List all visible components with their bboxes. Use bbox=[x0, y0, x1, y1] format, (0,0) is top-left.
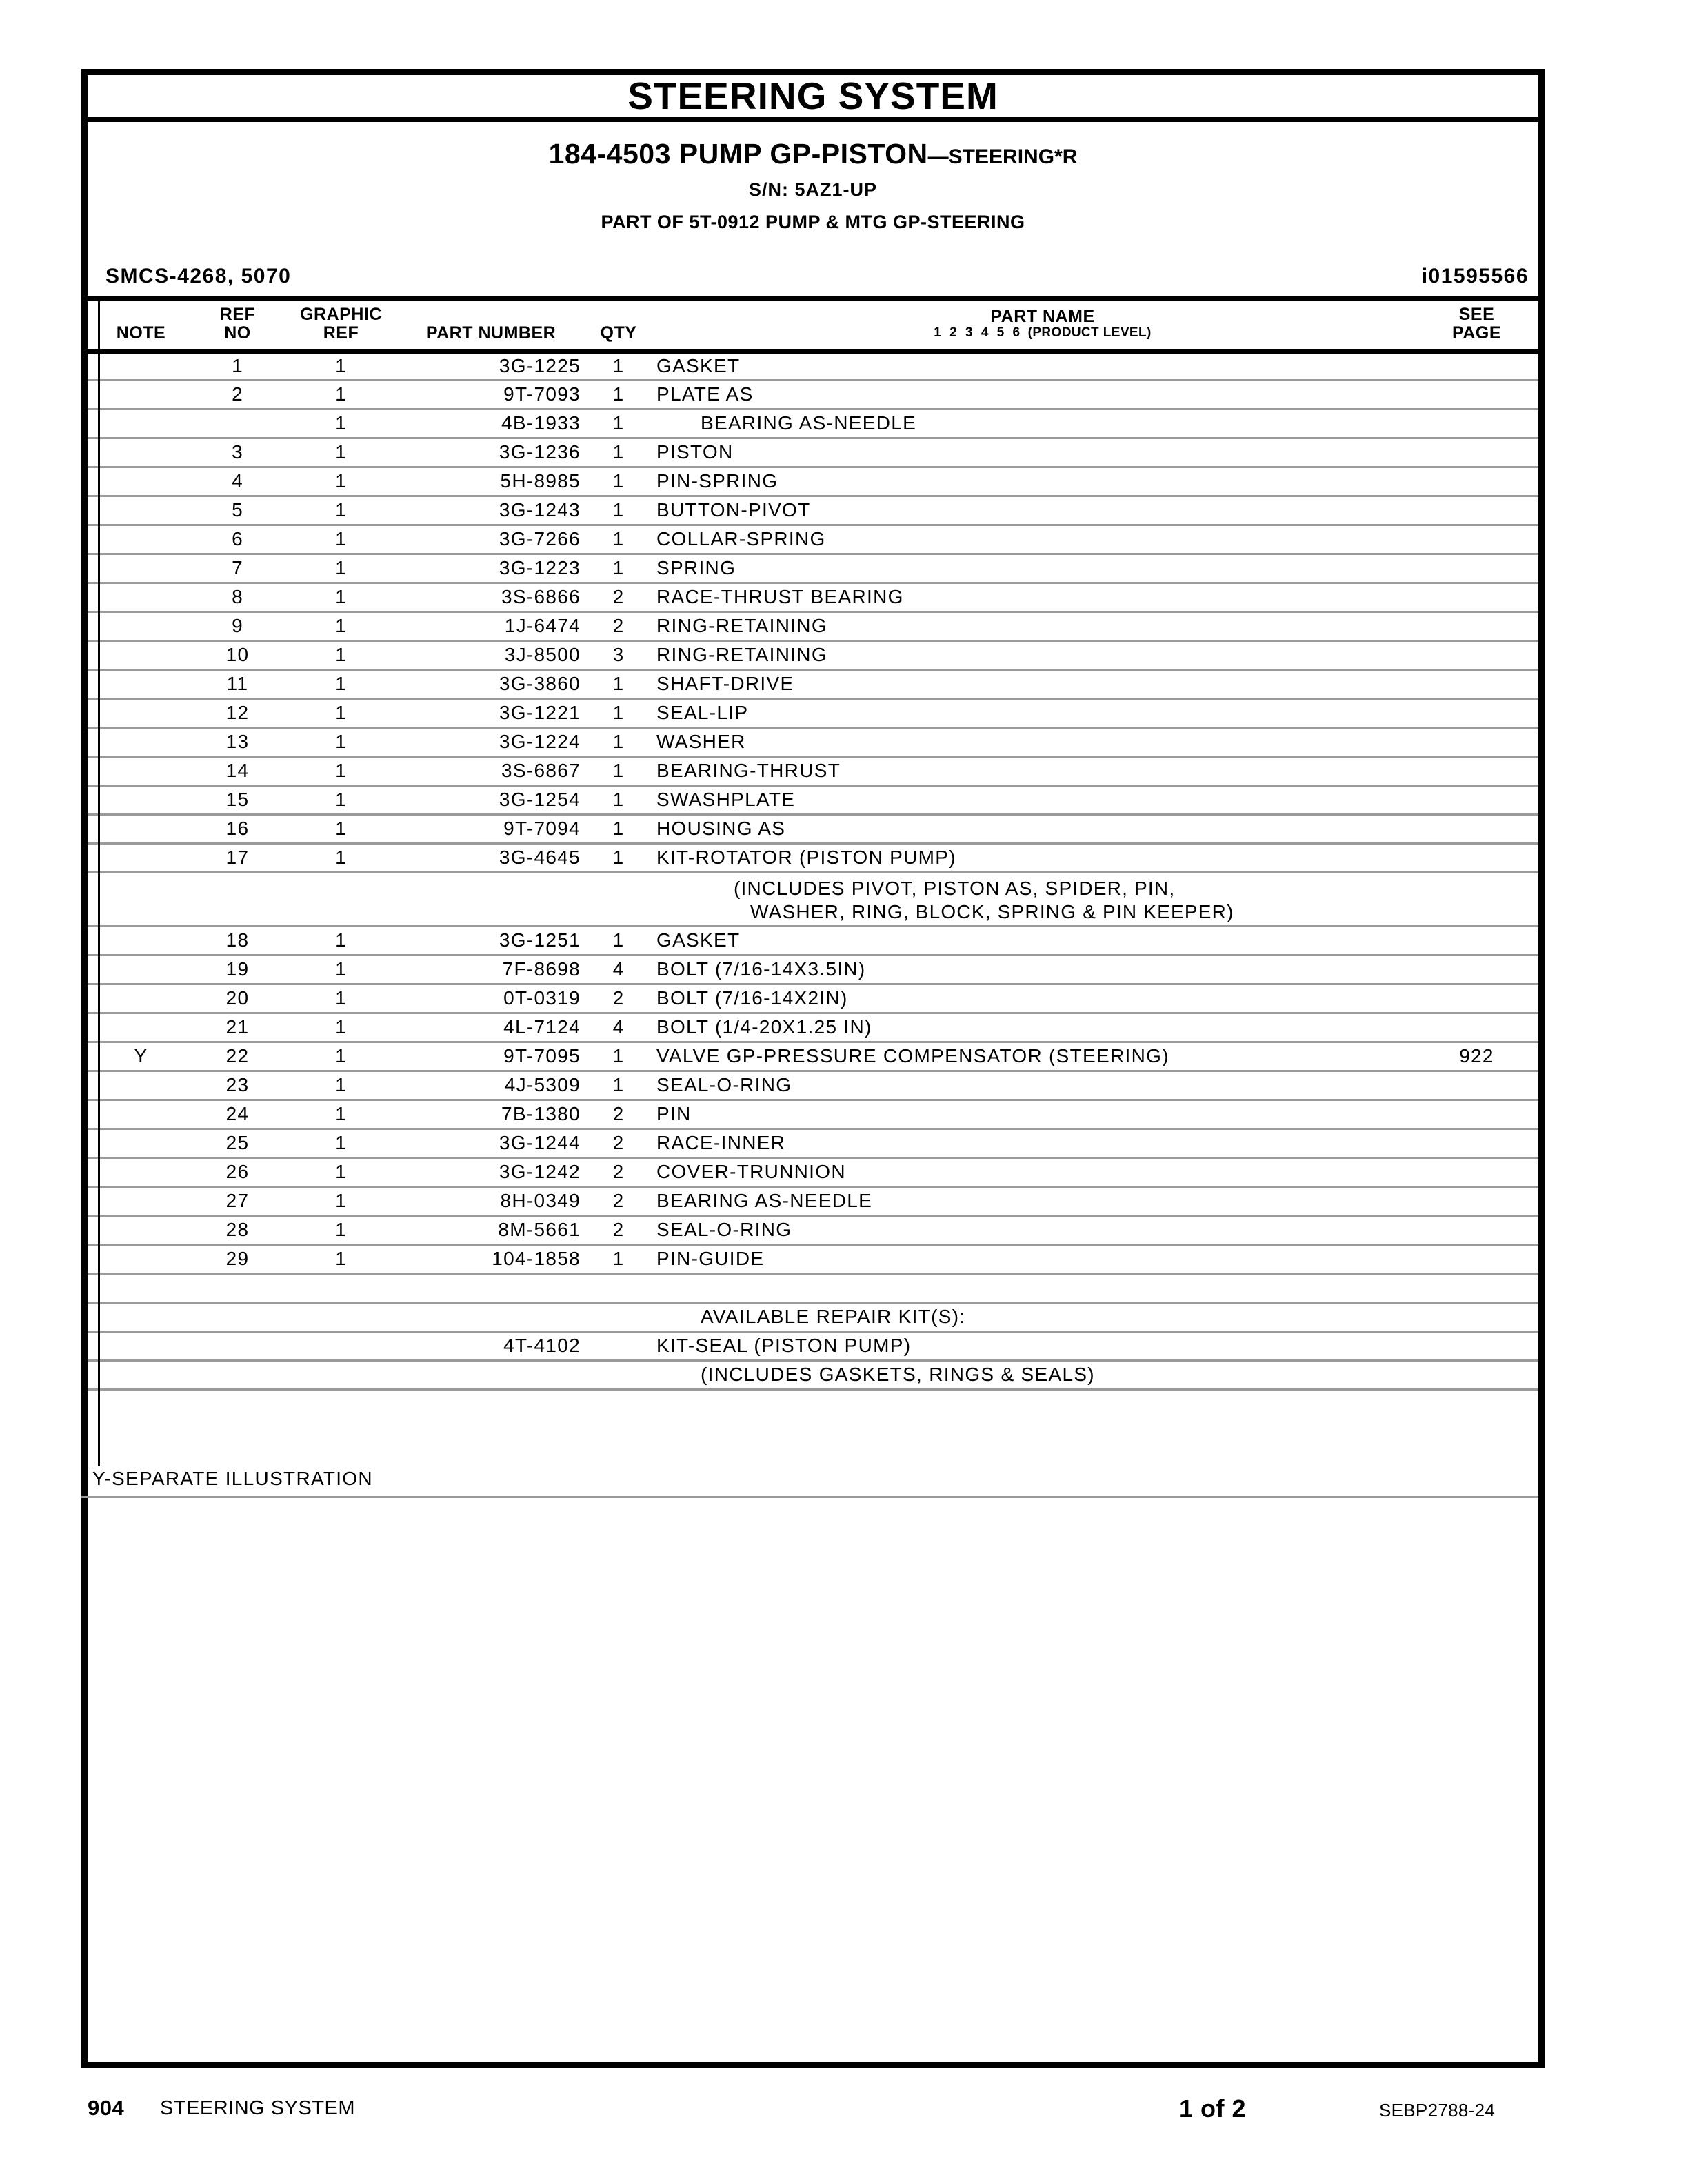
kit-includes-note-row bbox=[88, 872, 1538, 926]
footnote-row bbox=[81, 1466, 1538, 1498]
cell-graphic-ref: 1 bbox=[281, 611, 401, 640]
cell-part-name: SHAFT-DRIVE bbox=[656, 669, 1415, 698]
table-row bbox=[88, 351, 1538, 380]
cell-note bbox=[88, 926, 194, 955]
cell-part-name: WASHER bbox=[656, 727, 1415, 756]
cell-ref-no: 10 bbox=[194, 640, 281, 669]
cell-see-page bbox=[1415, 984, 1538, 1013]
table-row bbox=[88, 496, 1538, 525]
cell-qty: 1 bbox=[581, 1244, 656, 1273]
table-row bbox=[88, 1129, 1538, 1157]
cell-part-number[interactable]: 8H-0349 bbox=[401, 1186, 581, 1215]
cell-note bbox=[88, 1071, 194, 1100]
cell-note bbox=[88, 955, 194, 984]
cell-part-name: BEARING-THRUST bbox=[656, 756, 1415, 785]
table-row bbox=[88, 843, 1538, 872]
col-header-ref-bot: NO bbox=[224, 323, 251, 343]
cell-qty: 1 bbox=[581, 496, 656, 525]
col-header-ref-no bbox=[194, 301, 281, 351]
cell-see-page bbox=[1415, 380, 1538, 409]
cell-graphic-ref: 1 bbox=[281, 496, 401, 525]
cell-ref-no: 5 bbox=[194, 496, 281, 525]
cell-see-page bbox=[1415, 1129, 1538, 1157]
table-row bbox=[88, 1071, 1538, 1100]
cell-see-page bbox=[1415, 640, 1538, 669]
cell-see-page bbox=[1415, 1186, 1538, 1215]
cell-see-page bbox=[1415, 611, 1538, 640]
cell-see-page bbox=[1415, 955, 1538, 984]
cell-note bbox=[88, 1100, 194, 1129]
cell-see-page: 922 bbox=[1415, 1042, 1538, 1071]
cell-see-page bbox=[1415, 926, 1538, 955]
cell-note: Y bbox=[88, 1042, 194, 1071]
cell-note bbox=[88, 438, 194, 467]
col-header-part-name-label: PART NAME bbox=[990, 307, 1095, 327]
cell-part-number[interactable]: 3G-1243 bbox=[401, 496, 581, 525]
part-of-line: PART OF 5T-0912 PUMP & MTG GP-STEERING bbox=[601, 212, 1025, 232]
table-row bbox=[88, 727, 1538, 756]
kit-includes-note-group bbox=[88, 872, 1538, 926]
cell-qty: 1 bbox=[581, 554, 656, 583]
cell-graphic-ref: 1 bbox=[281, 583, 401, 611]
cell-see-page bbox=[1415, 438, 1538, 467]
cell-ref-no: 22 bbox=[194, 1042, 281, 1071]
cell-ref-no: 23 bbox=[194, 1071, 281, 1100]
cell-see-page bbox=[1415, 409, 1538, 438]
cell-see-page bbox=[1415, 785, 1538, 814]
meta-row bbox=[88, 260, 1538, 301]
cell-note bbox=[88, 698, 194, 727]
cell-qty: 1 bbox=[581, 409, 656, 438]
table-row bbox=[88, 640, 1538, 669]
cell-part-number[interactable]: 3G-3860 bbox=[401, 669, 581, 698]
document-id: i01595566 bbox=[1421, 265, 1529, 287]
cell-part-number[interactable]: 5H-8985 bbox=[401, 467, 581, 496]
cell-see-page bbox=[1415, 727, 1538, 756]
col-header-product-levels: 1 2 3 4 5 6 bbox=[934, 325, 1023, 341]
cell-qty: 1 bbox=[581, 843, 656, 872]
cell-part-number[interactable]: 4B-1933 bbox=[401, 409, 581, 438]
cell-graphic-ref: 1 bbox=[281, 554, 401, 583]
cell-graphic-ref: 1 bbox=[281, 698, 401, 727]
cell-ref-no: 25 bbox=[194, 1129, 281, 1157]
parts-table-zone bbox=[88, 301, 1538, 2062]
cell-qty: 2 bbox=[581, 984, 656, 1013]
cell-ref-no: 14 bbox=[194, 756, 281, 785]
cell-graphic-ref: 1 bbox=[281, 785, 401, 814]
cell-note bbox=[88, 785, 194, 814]
table-row bbox=[88, 955, 1538, 984]
repair-kit-row bbox=[88, 1331, 1538, 1360]
cell-note bbox=[88, 1129, 194, 1157]
cell-ref-no: 16 bbox=[194, 814, 281, 843]
table-row bbox=[88, 669, 1538, 698]
cell-qty: 1 bbox=[581, 525, 656, 554]
cell-see-page bbox=[1415, 467, 1538, 496]
cell-part-number[interactable]: 3G-1236 bbox=[401, 438, 581, 467]
table-row bbox=[88, 785, 1538, 814]
table-row bbox=[88, 1215, 1538, 1244]
cell-qty: 2 bbox=[581, 1100, 656, 1129]
cell-qty: 2 bbox=[581, 1215, 656, 1244]
cell-part-name: SEAL-O-RING bbox=[656, 1071, 1415, 1100]
cell-ref-no: 1 bbox=[194, 351, 281, 380]
col-header-qty bbox=[581, 301, 656, 351]
cell-note bbox=[88, 467, 194, 496]
cell-graphic-ref: 1 bbox=[281, 814, 401, 843]
table-row bbox=[88, 698, 1538, 727]
cell-part-name: SEAL-O-RING bbox=[656, 1215, 1415, 1244]
table-row bbox=[88, 1186, 1538, 1215]
cell-part-number[interactable]: 1J-6474 bbox=[401, 611, 581, 640]
cell-note bbox=[88, 1215, 194, 1244]
col-header-part-name bbox=[656, 301, 1415, 351]
cell-ref-no: 18 bbox=[194, 926, 281, 955]
cell-graphic-ref: 1 bbox=[281, 1100, 401, 1129]
cell-part-name: GASKET bbox=[656, 351, 1415, 380]
cell-part-name: GASKET bbox=[656, 926, 1415, 955]
cell-part-name: RING-RETAINING bbox=[656, 640, 1415, 669]
cell-qty: 1 bbox=[581, 1071, 656, 1100]
col-header-qty-label: QTY bbox=[600, 323, 637, 343]
cell-part-name: KIT-ROTATOR (PISTON PUMP) bbox=[656, 843, 1415, 872]
cell-part-number[interactable]: 9T-7095 bbox=[401, 1042, 581, 1071]
cell-graphic-ref: 1 bbox=[281, 843, 401, 872]
table-row bbox=[88, 926, 1538, 955]
col-header-see-top: SEE bbox=[1458, 305, 1495, 325]
cell-graphic-ref: 1 bbox=[281, 1071, 401, 1100]
cell-ref-no: 26 bbox=[194, 1157, 281, 1186]
cell-part-number[interactable]: 7B-1380 bbox=[401, 1100, 581, 1129]
cell-part-name: RACE-THRUST BEARING bbox=[656, 583, 1415, 611]
cell-part-number[interactable]: 3G-1225 bbox=[401, 351, 581, 380]
cell-note bbox=[88, 756, 194, 785]
cell-note bbox=[88, 525, 194, 554]
cell-graphic-ref: 1 bbox=[281, 640, 401, 669]
cell-part-number[interactable]: 0T-0319 bbox=[401, 984, 581, 1013]
cell-note bbox=[88, 640, 194, 669]
table-row bbox=[88, 1013, 1538, 1042]
cell-see-page bbox=[1415, 1215, 1538, 1244]
parts-rows-group-1 bbox=[88, 351, 1538, 872]
col-header-product-level-label: (PRODUCT LEVEL) bbox=[1027, 325, 1152, 341]
cell-graphic-ref: 1 bbox=[281, 438, 401, 467]
footer-publication: SEBP2788-24 bbox=[1379, 2100, 1496, 2121]
table-row bbox=[88, 467, 1538, 496]
cell-ref-no bbox=[194, 409, 281, 438]
cell-part-name: RACE-INNER bbox=[656, 1129, 1415, 1157]
cell-note bbox=[88, 351, 194, 380]
cell-qty: 1 bbox=[581, 1042, 656, 1071]
table-row bbox=[88, 1042, 1538, 1071]
cell-ref-no: 2 bbox=[194, 380, 281, 409]
cell-see-page bbox=[1415, 1157, 1538, 1186]
cell-part-name: VALVE GP-PRESSURE COMPENSATOR (STEERING) bbox=[656, 1042, 1415, 1071]
cell-note bbox=[88, 669, 194, 698]
table-row bbox=[88, 984, 1538, 1013]
cell-qty: 1 bbox=[581, 380, 656, 409]
cell-ref-no: 28 bbox=[194, 1215, 281, 1244]
cell-qty: 1 bbox=[581, 756, 656, 785]
cell-graphic-ref: 1 bbox=[281, 1157, 401, 1186]
cell-ref-no: 24 bbox=[194, 1100, 281, 1129]
cell-qty: 2 bbox=[581, 1157, 656, 1186]
cell-graphic-ref: 1 bbox=[281, 955, 401, 984]
table-row bbox=[88, 814, 1538, 843]
col-header-part-number-label: PART NUMBER bbox=[425, 323, 556, 343]
col-header-part-number bbox=[401, 301, 581, 351]
cell-graphic-ref: 1 bbox=[281, 380, 401, 409]
cell-part-name: COVER-TRUNNION bbox=[656, 1157, 1415, 1186]
table-row bbox=[88, 554, 1538, 583]
cell-qty: 2 bbox=[581, 583, 656, 611]
repair-kit-includes: (INCLUDES GASKETS, RINGS & SEALS) bbox=[656, 1360, 1415, 1389]
parts-rows-group-2 bbox=[88, 926, 1538, 1273]
cell-see-page bbox=[1415, 756, 1538, 785]
cell-qty: 1 bbox=[581, 438, 656, 467]
cell-ref-no: 12 bbox=[194, 698, 281, 727]
cell-part-number[interactable]: 8M-5661 bbox=[401, 1215, 581, 1244]
cell-note bbox=[88, 727, 194, 756]
cell-qty: 1 bbox=[581, 351, 656, 380]
cell-part-name: HOUSING AS bbox=[656, 814, 1415, 843]
assembly-number: 184-4503 PUMP GP-PISTON bbox=[548, 138, 928, 170]
cell-graphic-ref: 1 bbox=[281, 1215, 401, 1244]
cell-part-number[interactable]: 3G-4645 bbox=[401, 843, 581, 872]
repair-kit-heading-row bbox=[88, 1302, 1538, 1331]
footer-section: STEERING SYSTEM bbox=[160, 2097, 356, 2119]
cell-see-page bbox=[1415, 583, 1538, 611]
table-row bbox=[88, 1157, 1538, 1186]
assembly-title bbox=[88, 140, 1538, 168]
cell-part-name: PIN-GUIDE bbox=[656, 1244, 1415, 1273]
cell-ref-no: 9 bbox=[194, 611, 281, 640]
cell-note bbox=[88, 814, 194, 843]
cell-graphic-ref: 1 bbox=[281, 1013, 401, 1042]
cell-graphic-ref: 1 bbox=[281, 669, 401, 698]
cell-part-name: RING-RETAINING bbox=[656, 611, 1415, 640]
cell-part-name: SPRING bbox=[656, 554, 1415, 583]
col-header-graphic-top: GRAPHIC bbox=[300, 305, 382, 325]
cell-part-number[interactable]: 104-1858 bbox=[401, 1244, 581, 1273]
cell-see-page bbox=[1415, 1100, 1538, 1129]
page-footer bbox=[0, 2096, 1688, 2137]
kit-includes-note-text bbox=[656, 872, 1415, 926]
cell-see-page bbox=[1415, 1071, 1538, 1100]
cell-part-number[interactable]: 9T-7093 bbox=[401, 380, 581, 409]
cell-qty: 4 bbox=[581, 955, 656, 984]
table-row bbox=[88, 438, 1538, 467]
cell-graphic-ref: 1 bbox=[281, 525, 401, 554]
col-header-graphic-ref bbox=[281, 301, 401, 351]
cell-part-name: PLATE AS bbox=[656, 380, 1415, 409]
cell-ref-no: 7 bbox=[194, 554, 281, 583]
cell-see-page bbox=[1415, 525, 1538, 554]
cell-part-name: BEARING AS-NEEDLE bbox=[656, 1186, 1415, 1215]
cell-part-number[interactable]: 3G-7266 bbox=[401, 525, 581, 554]
cell-part-name: COLLAR-SPRING bbox=[656, 525, 1415, 554]
cell-part-name: PISTON bbox=[656, 438, 1415, 467]
cell-qty: 3 bbox=[581, 640, 656, 669]
cell-part-number[interactable]: 3G-1223 bbox=[401, 554, 581, 583]
cell-graphic-ref: 1 bbox=[281, 1186, 401, 1215]
cell-ref-no: 3 bbox=[194, 438, 281, 467]
inner-left-rule bbox=[98, 301, 100, 1466]
table-row bbox=[88, 583, 1538, 611]
cell-qty: 1 bbox=[581, 727, 656, 756]
cell-note bbox=[88, 380, 194, 409]
cell-see-page bbox=[1415, 554, 1538, 583]
assembly-header-block bbox=[88, 122, 1538, 260]
table-row bbox=[88, 525, 1538, 554]
cell-qty: 1 bbox=[581, 926, 656, 955]
cell-ref-no: 11 bbox=[194, 669, 281, 698]
cell-ref-no: 21 bbox=[194, 1013, 281, 1042]
cell-see-page bbox=[1415, 1244, 1538, 1273]
cell-see-page bbox=[1415, 669, 1538, 698]
cell-qty: 1 bbox=[581, 467, 656, 496]
col-header-see-bot: PAGE bbox=[1452, 323, 1501, 343]
cell-graphic-ref: 1 bbox=[281, 1129, 401, 1157]
spacer-row bbox=[88, 1273, 1538, 1302]
cell-note bbox=[88, 583, 194, 611]
cell-note bbox=[88, 611, 194, 640]
col-header-graphic-bot: REF bbox=[323, 323, 359, 343]
cell-graphic-ref: 1 bbox=[281, 1042, 401, 1071]
cell-see-page bbox=[1415, 351, 1538, 380]
cell-qty: 1 bbox=[581, 814, 656, 843]
kit-includes-line-2: WASHER, RING, BLOCK, SPRING & PIN KEEPER) bbox=[750, 901, 1234, 922]
cell-ref-no: 29 bbox=[194, 1244, 281, 1273]
cell-note bbox=[88, 1013, 194, 1042]
table-row bbox=[88, 380, 1538, 409]
cell-note bbox=[88, 1186, 194, 1215]
cell-part-name: BOLT (7/16-14X3.5IN) bbox=[656, 955, 1415, 984]
cell-note bbox=[88, 554, 194, 583]
repair-kit-group bbox=[88, 1273, 1538, 1389]
cell-part-number[interactable]: 3S-6867 bbox=[401, 756, 581, 785]
cell-part-name: SWASHPLATE bbox=[656, 785, 1415, 814]
cell-part-number[interactable]: 3G-1244 bbox=[401, 1129, 581, 1157]
cell-qty: 1 bbox=[581, 785, 656, 814]
page-title: STEERING SYSTEM bbox=[627, 74, 998, 117]
cell-see-page bbox=[1415, 843, 1538, 872]
cell-ref-no: 17 bbox=[194, 843, 281, 872]
cell-qty: 2 bbox=[581, 611, 656, 640]
cell-ref-no: 6 bbox=[194, 525, 281, 554]
cell-graphic-ref: 1 bbox=[281, 727, 401, 756]
cell-note bbox=[88, 1157, 194, 1186]
table-row bbox=[88, 409, 1538, 438]
footer-page-number: 904 bbox=[88, 2096, 125, 2120]
footer-sheet-count: 1 of 2 bbox=[1179, 2094, 1247, 2123]
cell-note bbox=[88, 843, 194, 872]
cell-part-name: BEARING AS-NEEDLE bbox=[656, 409, 1415, 438]
cell-part-number[interactable]: 3G-1251 bbox=[401, 926, 581, 955]
cell-ref-no: 4 bbox=[194, 467, 281, 496]
cell-part-number[interactable]: 3S-6866 bbox=[401, 583, 581, 611]
cell-part-number[interactable]: 7F-8698 bbox=[401, 955, 581, 984]
system-title-band bbox=[88, 75, 1538, 122]
cell-part-number[interactable]: 4L-7124 bbox=[401, 1013, 581, 1042]
cell-part-name: PIN-SPRING bbox=[656, 467, 1415, 496]
cell-note bbox=[88, 1244, 194, 1273]
cell-part-number[interactable]: 9T-7094 bbox=[401, 814, 581, 843]
col-header-see-page bbox=[1415, 301, 1538, 351]
cell-qty: 1 bbox=[581, 698, 656, 727]
cell-qty: 1 bbox=[581, 669, 656, 698]
cell-note bbox=[88, 984, 194, 1013]
col-header-ref-top: REF bbox=[219, 305, 256, 325]
cell-graphic-ref: 1 bbox=[281, 351, 401, 380]
serial-number-line: S/N: 5AZ1-UP bbox=[748, 179, 878, 200]
table-row bbox=[88, 1244, 1538, 1273]
parts-table bbox=[88, 301, 1538, 1391]
col-header-note bbox=[88, 301, 194, 351]
cell-ref-no: 19 bbox=[194, 955, 281, 984]
cell-part-number[interactable]: 3J-8500 bbox=[401, 640, 581, 669]
repair-kit-part-number[interactable]: 4T-4102 bbox=[401, 1331, 581, 1360]
cell-ref-no: 8 bbox=[194, 583, 281, 611]
cell-see-page bbox=[1415, 1013, 1538, 1042]
cell-ref-no: 15 bbox=[194, 785, 281, 814]
cell-graphic-ref: 1 bbox=[281, 984, 401, 1013]
cell-part-name: SEAL-LIP bbox=[656, 698, 1415, 727]
cell-qty: 2 bbox=[581, 1186, 656, 1215]
table-row bbox=[88, 756, 1538, 785]
cell-part-name: BUTTON-PIVOT bbox=[656, 496, 1415, 525]
table-row bbox=[88, 611, 1538, 640]
footnote-text: Y-SEPARATE ILLUSTRATION bbox=[92, 1468, 373, 1489]
smcs-code: SMCS-4268, 5070 bbox=[106, 265, 292, 287]
cell-note bbox=[88, 409, 194, 438]
cell-ref-no: 20 bbox=[194, 984, 281, 1013]
kit-includes-line-1: (INCLUDES PIVOT, PISTON AS, SPIDER, PIN, bbox=[734, 877, 1176, 899]
table-row bbox=[88, 1100, 1538, 1129]
cell-part-number[interactable]: 3G-1221 bbox=[401, 698, 581, 727]
cell-part-name: PIN bbox=[656, 1100, 1415, 1129]
cell-graphic-ref: 1 bbox=[281, 467, 401, 496]
cell-part-number[interactable]: 4J-5309 bbox=[401, 1071, 581, 1100]
cell-graphic-ref: 1 bbox=[281, 756, 401, 785]
cell-ref-no: 13 bbox=[194, 727, 281, 756]
cell-part-number[interactable]: 3G-1254 bbox=[401, 785, 581, 814]
cell-part-number[interactable]: 3G-1224 bbox=[401, 727, 581, 756]
col-header-note-label: NOTE bbox=[116, 323, 166, 343]
cell-part-number[interactable]: 3G-1242 bbox=[401, 1157, 581, 1186]
repair-kit-heading: AVAILABLE REPAIR KIT(S): bbox=[656, 1302, 1415, 1331]
cell-ref-no: 27 bbox=[194, 1186, 281, 1215]
cell-part-name: BOLT (1/4-20X1.25 IN) bbox=[656, 1013, 1415, 1042]
cell-see-page bbox=[1415, 496, 1538, 525]
cell-qty: 2 bbox=[581, 1129, 656, 1157]
cell-graphic-ref: 1 bbox=[281, 1244, 401, 1273]
cell-graphic-ref: 1 bbox=[281, 926, 401, 955]
cell-qty: 4 bbox=[581, 1013, 656, 1042]
cell-note bbox=[88, 496, 194, 525]
assembly-suffix: —STEERING*R bbox=[927, 145, 1078, 168]
cell-see-page bbox=[1415, 814, 1538, 843]
repair-kit-includes-row bbox=[88, 1360, 1538, 1389]
cell-see-page bbox=[1415, 698, 1538, 727]
table-header-row bbox=[88, 301, 1538, 351]
cell-graphic-ref: 1 bbox=[281, 409, 401, 438]
cell-part-name: BOLT (7/16-14X2IN) bbox=[656, 984, 1415, 1013]
repair-kit-name: KIT-SEAL (PISTON PUMP) bbox=[656, 1331, 1415, 1360]
